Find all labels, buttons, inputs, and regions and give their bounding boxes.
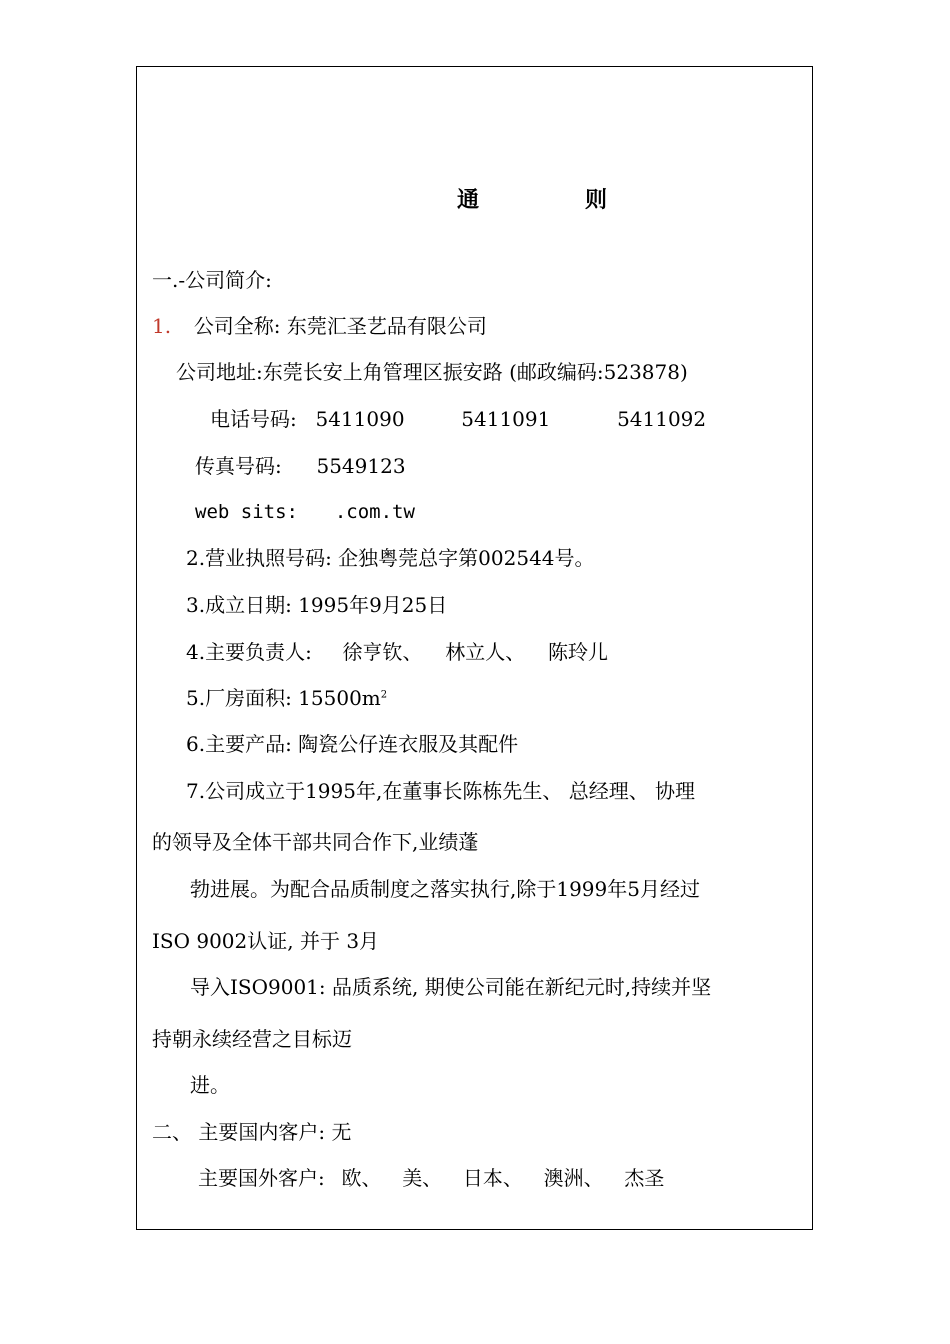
- fax-label: 传真号码:: [195, 454, 282, 478]
- foreign-customer-1: 欧、: [341, 1166, 382, 1190]
- fax-line: [195, 454, 406, 478]
- item1-number: 1.: [152, 314, 172, 338]
- foreign-customers-label: 主要国外客户:: [198, 1166, 325, 1190]
- history-line-7: 进。: [190, 1073, 230, 1097]
- responsible-label: 4.主要负责人:: [186, 640, 312, 664]
- web-line: [195, 500, 415, 524]
- title-char-2: 则: [585, 187, 608, 213]
- founded-date: 3.成立日期: 1995年9月25日: [186, 593, 448, 617]
- foreign-customer-4: 澳洲、: [543, 1166, 604, 1190]
- company-address: 公司地址:东莞长安上角管理区振安路 (邮政编码:523878): [176, 360, 688, 384]
- fax-number: 5549123: [316, 454, 406, 478]
- web-address: .com.tw: [334, 501, 415, 523]
- foreign-customer-3: 日本、: [462, 1166, 523, 1190]
- foreign-customer-2: 美、: [402, 1166, 443, 1190]
- domestic-customers: 二、 主要国内客户: 无: [152, 1120, 352, 1144]
- foreign-customers-line: [198, 1166, 664, 1190]
- phone-2: 5411091: [461, 407, 551, 431]
- phone-label: 电话号码:: [210, 407, 297, 431]
- history-line-2: 的领导及全体干部共同合作下,业绩蓬: [152, 830, 479, 854]
- company-name-line: [152, 314, 487, 338]
- factory-area-value: 5.厂房面积: 15500m: [186, 686, 381, 710]
- phone-3: 5411092: [617, 407, 707, 431]
- business-license: 2.营业执照号码: 企独粤莞总字第002544号。: [186, 546, 595, 570]
- web-label: web sits:: [195, 501, 298, 523]
- responsible-1: 徐亨钦、: [342, 640, 423, 664]
- history-line-4: ISO 9002认证, 并于 3月: [152, 929, 380, 953]
- foreign-customer-5: 杰圣: [624, 1166, 665, 1190]
- factory-area-superscript: 2: [380, 689, 388, 701]
- phone-line: [210, 407, 706, 431]
- company-name: 公司全称: 东莞汇圣艺品有限公司: [193, 314, 487, 338]
- phone-1: 5411090: [315, 407, 405, 431]
- factory-area: [186, 686, 387, 710]
- history-line-6: 持朝永续经营之目标迈: [152, 1027, 352, 1051]
- history-line-3: 勃进展。为配合品质制度之落实执行,除于1999年5月经过: [190, 877, 700, 901]
- responsible-3: 陈玲儿: [547, 640, 608, 664]
- responsible-2: 林立人、: [445, 640, 526, 664]
- main-products: 6.主要产品: 陶瓷公仔连衣服及其配件: [186, 732, 519, 756]
- history-line-5: 导入ISO9001: 品质系统, 期使公司能在新纪元时,持续并坚: [190, 975, 712, 999]
- responsible-line: [186, 640, 608, 664]
- history-line-1: 7.公司成立于1995年,在董事长陈栋先生、 总经理、 协理: [186, 779, 696, 803]
- title-char-1: 通: [457, 187, 480, 213]
- section1-heading: 一.-公司简介:: [152, 268, 272, 292]
